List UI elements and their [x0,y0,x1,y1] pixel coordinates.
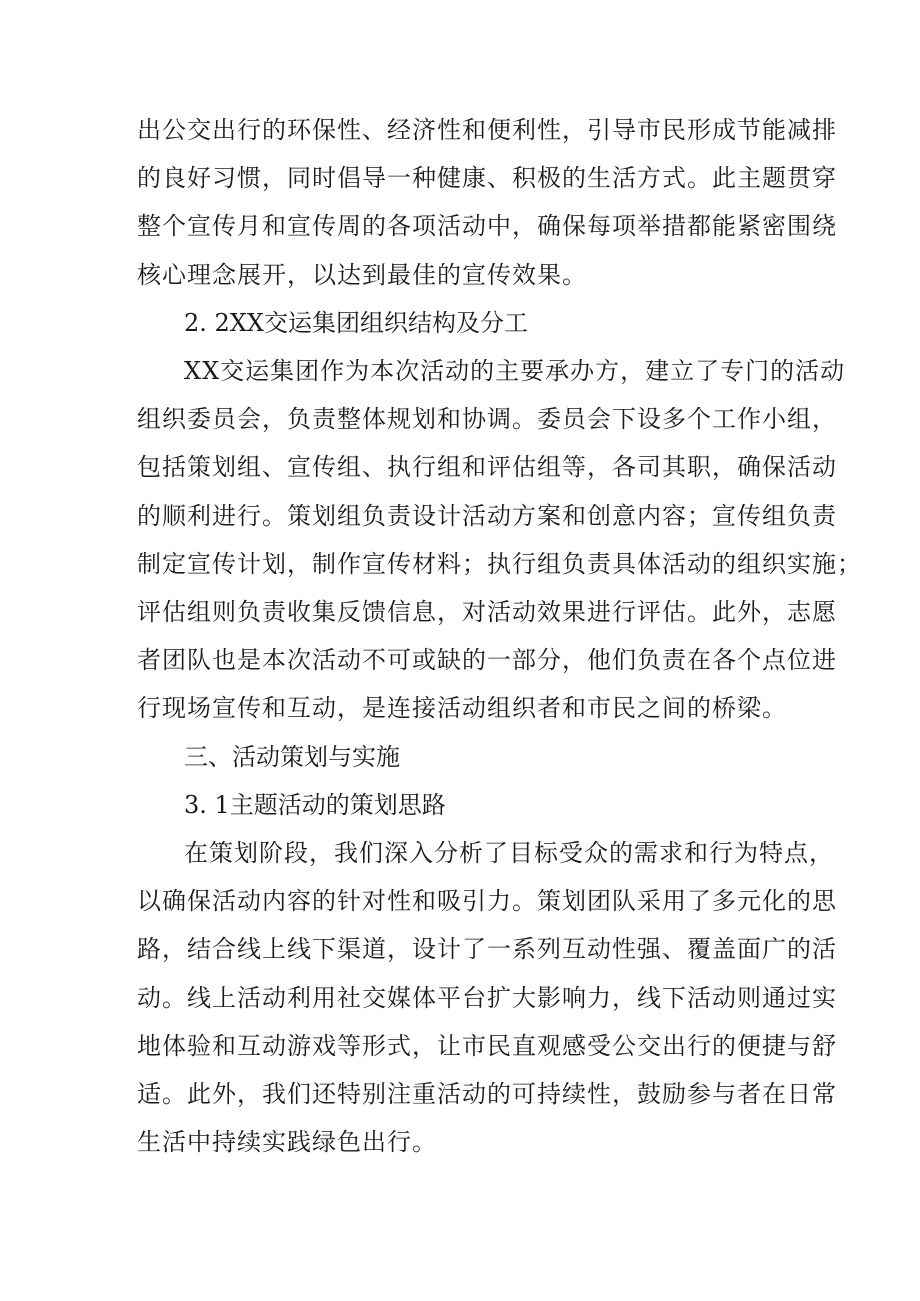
text-line: 行现场宣传和互动，是连接活动组织者和市民之间的桥梁。 [137,694,787,723]
section-heading-3: 三、活动策划与实施 [184,742,400,771]
text-line: 者团队也是本次活动不可或缺的一部分，他们负责在各个点位进 [137,646,837,675]
text-line: 在策划阶段，我们深入分析了目标受众的需求和行为特点， [184,839,834,868]
text-line: 的顺利进行。策划组负责设计活动方案和创意内容；宣传组负责 [137,501,837,530]
text-line: 出公交出行的环保性、经济性和便利性，引导市民形成节能减排 [137,116,837,144]
text-line: 生活中持续实践绿色出行。 [137,1128,437,1157]
document-page [137,106,862,1166]
text-line: 以确保活动内容的针对性和吸引力。策划团队采用了多元化的思 [137,887,837,916]
text-line: 核心理念展开，以达到最佳的宣传效果。 [137,260,587,289]
text-line: 制定宣传计划，制作宣传材料；执行组负责具体活动的组织实施； [137,549,862,578]
section-heading-2-2: 2. 2XX交运集团组织结构及分工 [184,308,528,337]
section-heading-3-1: 3. 1主题活动的策划思路 [184,790,446,819]
text-line: 的良好习惯，同时倡导一种健康、积极的生活方式。此主题贯穿 [137,164,837,193]
text-line: 包括策划组、宣传组、执行组和评估组等，各司其职，确保活动 [137,453,837,482]
paragraph-organization [137,347,862,733]
text-line: 评估组则负责收集反馈信息，对活动效果进行评估。此外，志愿 [137,598,837,627]
text-line: XX交运集团作为本次活动的主要承办方，建立了专门的活动 [184,357,846,386]
text-line: 适。此外，我们还特别注重活动的可持续性，鼓励参与者在日常 [137,1080,837,1109]
text-line: 地体验和互动游戏等形式，让市民直观感受公交出行的便捷与舒 [137,1031,837,1060]
paragraph-theme-continuation [137,106,837,299]
paragraph-planning [137,829,837,1166]
text-line: 整个宣传月和宣传周的各项活动中，确保每项举措都能紧密围绕 [137,212,837,241]
text-line: 路，结合线上线下渠道，设计了一系列互动性强、覆盖面广的活 [137,935,837,964]
text-line: 动。线上活动利用社交媒体平台扩大影响力，线下活动则通过实 [137,983,837,1012]
text-line: 组织委员会，负责整体规划和协调。委员会下设多个工作小组， [137,405,837,434]
